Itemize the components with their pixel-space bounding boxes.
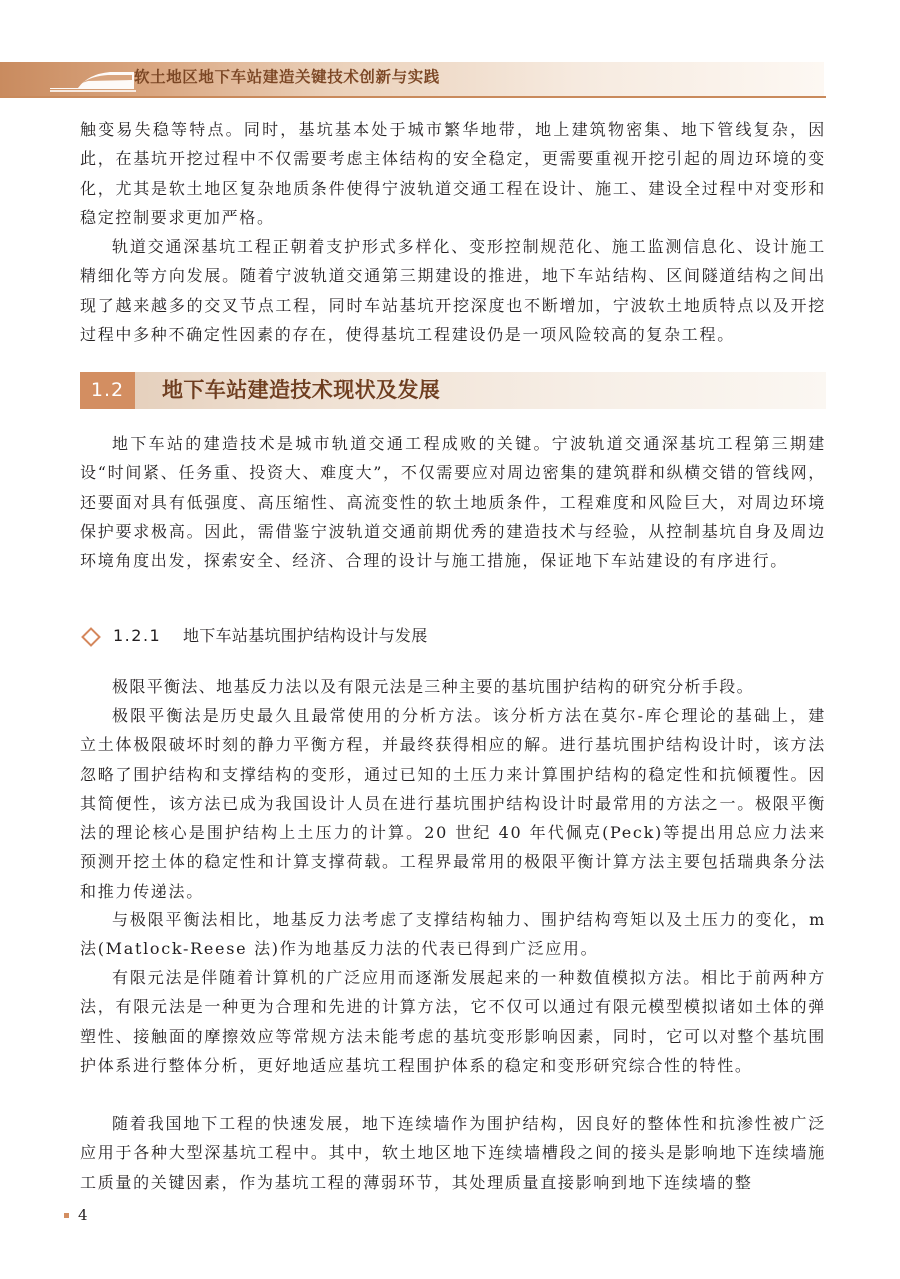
diamond-bullet-icon	[81, 627, 101, 647]
paragraph-continued: 触变易失稳等特点。同时，基坑基本处于城市繁华地带，地上建筑物密集、地下管线复杂，因此，在基坑开挖过程中不仅需要考虑主体结构的安全稳定，更需要重视开挖引起的周边环境的变化，尤其是软土地区复杂地质条件使得宁波轨道交通工程在设计、施工、建设全过程中对变形和稳定控制要求更加严格。	[80, 120, 826, 227]
paragraph: 轨道交通深基坑工程正朝着支护形式多样化、变形控制规范化、施工监测信息化、设计施工精细化等方向发展。随着宁波轨道交通第三期建设的推进，地下车站结构、区间隧道结构之间出现了越来越多的交叉节点工程，同时车站基坑开挖深度也不断增加，宁波软土地质特点以及开挖过程中多种不确定性因素的存在，使得基坑工程建设仍是一项风险较高的复杂工程。	[80, 237, 826, 344]
high-speed-train-icon	[48, 62, 140, 96]
subsection-heading	[113, 622, 428, 650]
paragraph: 随着我国地下工程的快速发展，地下连续墙作为围护结构，因良好的整体性和抗渗性被广泛应用于各种大型深基坑工程中。其中，软土地区地下连续墙槽段之间的接头是影响地下连续墙施工质量的关键因素，作为基坑工程的薄弱环节，其处理质量直接影响到地下连续墙的整	[80, 1114, 826, 1192]
subsection-title: 地下车站基坑围护结构设计与发展	[183, 626, 428, 645]
section-number: 1.2	[80, 372, 135, 409]
header-rule	[0, 96, 826, 98]
paragraph: 极限平衡法是历史最久且最常使用的分析方法。该分析方法在莫尔-库仑理论的基础上，建立土体极限破坏时刻的静力平衡方程，并最终获得相应的解。进行基坑围护结构设计时，该方法忽略了围护结构和支撑结构的变形，通过已知的土压力来计算围护结构的稳定性和抗倾覆性。因其简便性，该方法已成为我国设计人员在进行基坑围护结构设计时最常用的方法之一。极限平衡法的理论核心是围护结构上土压力的计算。20 世纪 40 年代佩克(Peck)等提出用总应力法来预测开挖土体的稳定性和计算支撑荷载。工程界最常用的极限平衡计算方法主要包括瑞典条分法和推力传递法。	[80, 706, 826, 901]
folio-square-icon	[64, 1213, 69, 1218]
paragraph: 与极限平衡法相比，地基反力法考虑了支撑结构轴力、围护结构弯矩以及土压力的变化，m 法(Matlock-Reese 法)作为地基反力法的代表已得到广泛应用。	[80, 910, 826, 959]
section-title: 地下车站建造技术现状及发展	[162, 378, 441, 402]
paragraph: 有限元法是伴随着计算机的广泛应用而逐渐发展起来的一种数值模拟方法。相比于前两种方法，有限元法是一种更为合理和先进的计算方法，它不仅可以通过有限元模型模拟诸如土体的弹塑性、接触面的摩擦效应等常规方法未能考虑的基坑变形影响因素，同时，它可以对整个基坑围护体系进行整体分析，更好地适应基坑工程围护体系的稳定和变形研究综合性的特性。	[80, 968, 826, 1075]
paragraph: 极限平衡法、地基反力法以及有限元法是三种主要的基坑围护结构的研究分析手段。	[112, 677, 754, 696]
subsection-number: 1.2.1	[113, 626, 162, 645]
section-intro-paragraph: 地下车站的建造技术是城市轨道交通工程成败的关键。宁波轨道交通深基坑工程第三期建设“时间紧、任务重、投资大、难度大”，不仅需要应对周边密集的建筑群和纵横交错的管线网，还要面对具有低强度、高压缩性、高流变性的软土地质条件，工程难度和风险巨大，对周边环境保护要求极高。因此，需借鉴宁波轨道交通前期优秀的建造技术与经验，从控制基坑自身及周边环境角度出发，探索安全、经济、合理的设计与施工措施，保证地下车站建设的有序进行。	[80, 434, 826, 571]
page-number: 4	[78, 1206, 88, 1224]
running-header-title: 软土地区地下车站建造关键技术创新与实践	[134, 68, 440, 86]
